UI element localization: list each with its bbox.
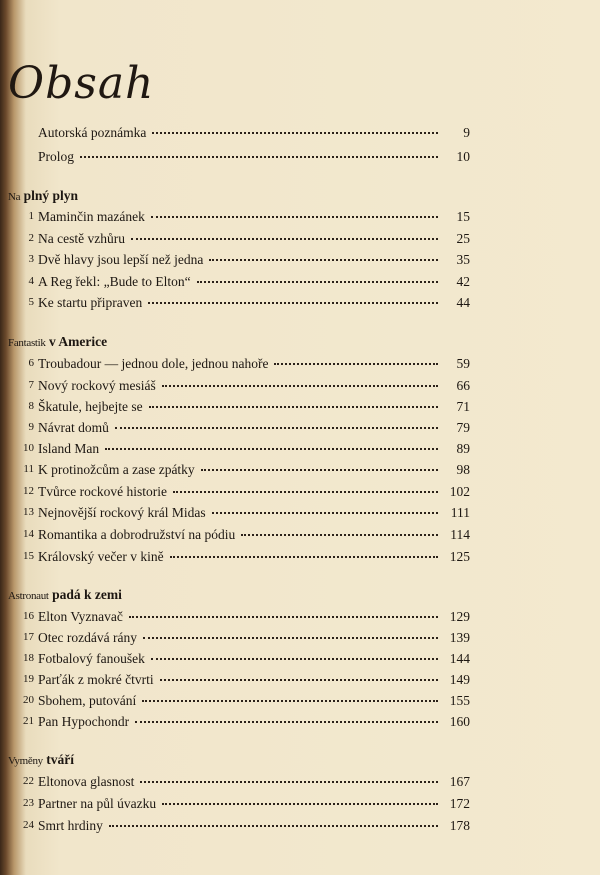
- leader-dots: [162, 789, 438, 805]
- leader-dots: [212, 498, 438, 514]
- entry-label: Fotbalový fanoušek: [38, 651, 145, 666]
- entry-label: Troubadour — jednou dole, jednou nahoře: [38, 356, 269, 371]
- part-title: Fantastik: [8, 337, 46, 349]
- leader-dots: [129, 602, 438, 618]
- chapter-number: 15: [23, 550, 34, 562]
- chapter-number: 9: [28, 421, 34, 433]
- chapter-number: 20: [23, 694, 34, 706]
- entry-label: Návrat domů: [38, 420, 109, 435]
- entry-page: 42: [456, 274, 470, 289]
- entry-label: Romantika a dobrodružství na pódiu: [38, 527, 236, 542]
- entry-page: 114: [450, 527, 470, 542]
- chapter-number: 5: [28, 296, 34, 308]
- entry-page: 25: [456, 231, 470, 246]
- leader-dots: [241, 520, 438, 536]
- part-heading: [8, 332, 107, 353]
- chapter-number: 18: [23, 652, 34, 664]
- entry-page: 178: [449, 818, 470, 833]
- leader-dots: [135, 707, 438, 723]
- chapter-entry: [0, 545, 470, 567]
- leader-dots: [131, 224, 438, 240]
- entry-page: 172: [449, 796, 470, 811]
- entry-page: 44: [456, 295, 470, 310]
- part-heading: [8, 750, 74, 771]
- entry-page: 129: [449, 609, 470, 624]
- leader-dots: [209, 245, 438, 261]
- chapter-number: 23: [23, 797, 34, 809]
- entry-page: 102: [449, 484, 470, 499]
- entry-label: Pan Hypochondr: [38, 714, 130, 729]
- chapter-number: 13: [23, 506, 34, 518]
- leader-dots: [149, 392, 438, 408]
- entry-page: 155: [449, 693, 470, 708]
- entry-page: 35: [456, 252, 470, 267]
- entry-page: 9: [463, 125, 470, 140]
- leader-dots: [109, 811, 438, 827]
- entry-page: 160: [449, 714, 470, 729]
- chapter-number: 24: [23, 819, 34, 831]
- part-title: plný plyn: [20, 188, 79, 203]
- entry-label: Smrt hrdiny: [38, 818, 103, 833]
- entry-label: Elton Vyznavač: [38, 609, 123, 624]
- entry-label: Otec rozdává rány: [38, 630, 137, 645]
- entry-page: 15: [456, 209, 470, 224]
- chapter-number: 8: [28, 400, 34, 412]
- entry-label: Maminčin mazánek: [38, 209, 145, 224]
- part-heading: [8, 186, 78, 207]
- leader-dots: [142, 686, 438, 702]
- toc-entry: [0, 145, 470, 167]
- toc-entry: [0, 121, 470, 143]
- entry-page: 59: [456, 356, 470, 371]
- entry-label: Královský večer v kině: [38, 549, 164, 564]
- leader-dots: [115, 413, 438, 429]
- chapter-number: 11: [23, 463, 34, 475]
- page-title: Obsah: [8, 58, 155, 109]
- entry-label: Tvůrce rockové historie: [38, 484, 167, 499]
- entry-label: Eltonova glasnost: [38, 774, 135, 789]
- leader-dots: [151, 644, 438, 660]
- chapter-number: 21: [23, 715, 34, 727]
- entry-label: Partner na půl úvazku: [38, 796, 157, 811]
- leader-dots: [80, 142, 438, 158]
- entry-page: 144: [449, 651, 470, 666]
- entry-label: A Reg řekl: „Bude to Elton“: [38, 274, 191, 289]
- entry-label: Prolog: [38, 149, 75, 164]
- entry-page: 10: [456, 149, 470, 164]
- entry-label: Nový rockový mesiáš: [38, 378, 156, 393]
- entry-page: 111: [450, 505, 470, 520]
- entry-page: 71: [456, 399, 470, 414]
- leader-dots: [105, 434, 438, 450]
- leader-dots: [140, 767, 438, 783]
- chapter-number: 2: [28, 232, 34, 244]
- part-title: tváří: [42, 752, 74, 767]
- chapter-number: 10: [23, 442, 34, 454]
- chapter-number: 19: [23, 673, 34, 685]
- leader-dots: [173, 477, 438, 493]
- entry-page: 66: [456, 378, 470, 393]
- leader-dots: [143, 623, 438, 639]
- chapter-number: 14: [23, 528, 34, 540]
- chapter-number: 12: [23, 485, 34, 497]
- leader-dots: [197, 267, 438, 283]
- chapter-number: 6: [28, 357, 34, 369]
- entry-label: Dvě hlavy jsou lepší než jedna: [38, 252, 204, 267]
- entry-label: Nejnovější rockový král Midas: [38, 505, 206, 520]
- entry-page: 167: [449, 774, 470, 789]
- entry-label: Parťák z mokré čtvrti: [38, 672, 154, 687]
- entry-page: 79: [456, 420, 470, 435]
- chapter-entry: [0, 814, 470, 836]
- chapter-entry: [0, 710, 470, 732]
- part-title: Vyměny: [8, 755, 43, 767]
- part-title: Na: [8, 191, 21, 203]
- entry-page: 139: [449, 630, 470, 645]
- chapter-number: 1: [28, 210, 34, 222]
- part-title: Astronaut: [8, 590, 49, 602]
- chapter-number: 22: [23, 775, 34, 787]
- entry-label: Sbohem, putování: [38, 693, 137, 708]
- leader-dots: [162, 371, 438, 387]
- entry-page: 125: [449, 549, 470, 564]
- entry-label: Autorská poznámka: [38, 125, 147, 140]
- part-heading: [8, 585, 122, 606]
- leader-dots: [148, 288, 438, 304]
- chapter-number: 7: [28, 379, 34, 391]
- part-title: padá k zemi: [48, 587, 122, 602]
- part-title: v Americe: [45, 334, 108, 349]
- entry-page: 89: [456, 441, 470, 456]
- leader-dots: [170, 542, 438, 558]
- chapter-number: 16: [23, 610, 34, 622]
- chapter-number: 3: [28, 253, 34, 265]
- entry-label: Škatule, hejbejte se: [38, 399, 143, 414]
- entry-label: Island Man: [38, 441, 100, 456]
- leader-dots: [201, 455, 438, 471]
- leader-dots: [152, 118, 438, 134]
- chapter-entry: [0, 291, 470, 313]
- entry-label: Na cestě vzhůru: [38, 231, 125, 246]
- leader-dots: [274, 349, 438, 365]
- entry-label: K protinožcům a zase zpátky: [38, 462, 195, 477]
- chapter-number: 4: [28, 275, 34, 287]
- leader-dots: [160, 665, 438, 681]
- entry-page: 149: [449, 672, 470, 687]
- entry-label: Ke startu připraven: [38, 295, 143, 310]
- chapter-number: 17: [23, 631, 34, 643]
- leader-dots: [151, 202, 438, 218]
- entry-page: 98: [456, 462, 470, 477]
